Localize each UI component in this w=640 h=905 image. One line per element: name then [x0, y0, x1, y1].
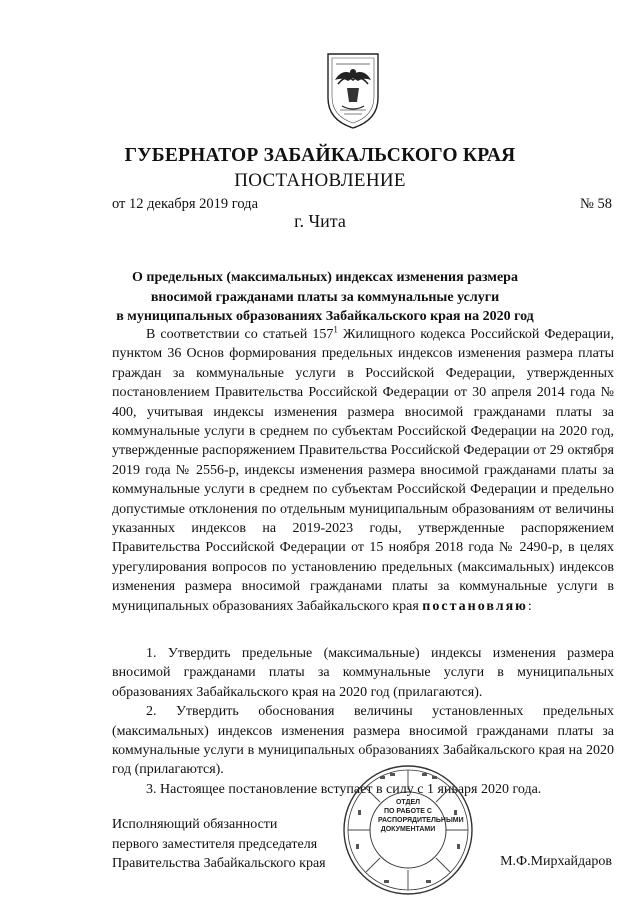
resolve-word: постановляю	[422, 598, 528, 614]
resolution-item-1: 1. Утвердить предельные (максимальные) индексы изменения размера вносимой гражданами платы за коммунальные услуги в муниципальных образованиях Забайкальского края на 2020 год (прилагаются).	[112, 646, 614, 700]
signatory-position	[112, 815, 326, 874]
official-stamp-icon	[340, 762, 476, 898]
subject-line-3: в муниципальных образованиях Забайкальского края на 2020 год	[116, 309, 534, 324]
signatory-line-2: первого заместителя председателя	[112, 836, 318, 852]
resolution-item-2: 2. Утвердить обоснования величины установленных предельных (максимальных) индексов изменения размера вносимой гражданами платы за коммунальные услуги в муниципальных образованиях Забайкальского края на 2020 год (прилагаются).	[112, 704, 614, 778]
stamp-line-1: ОТДЕЛ	[395, 799, 421, 806]
document-date: от 12 декабря 2019 года	[112, 196, 258, 212]
document-type: ПОСТАНОВЛЕНИЕ	[234, 170, 406, 191]
resolve-colon: :	[527, 598, 532, 614]
signatory-line-3: Правительства Забайкальского края	[112, 856, 326, 871]
document-city: г. Чита	[294, 211, 346, 231]
governor-title: ГУБЕРНАТОР ЗАБАЙКАЛЬСКОГО КРАЯ	[124, 145, 516, 166]
preamble-text-rest: Жилищного кодекса Российской Федерации, пунктом 36 Основ формирования предельных индексов изменения размера платы граждан за коммунальные услуги в Российской Федерации, утвержденных постановлением Правительства Российской Федерации от 30 апреля 2014 года № 400, учитывая индексы изменения размера вносимой гражданами платы за коммунальные услуги в среднем по субъектам Российской Федерации на 2020 год, утвержденные распоряжением Правительства Российской Федерации от 29 октября 2019 года № 2556-р, индексы изменения размера вносимой гражданами платы за коммунальные услуги в среднем по субъектам Российской Федерации и предельно допустимые отклонения по отдельным муниципальным образованиям от величины указанных индексов на 2019-2023 годы, утвержденные распоряжением Правительства Российской Федерации от 15 ноября 2018 года № 2490-р, в целях урегулирования вопросов по установлению предельных (максимальных) индексов изменения размера вносимой гражданами платы за коммунальные услуги в муниципальных образованиях Забайкальского края	[112, 327, 614, 614]
signatory-name: М.Ф.Мирхайдаров	[500, 854, 612, 869]
stamp-line-4: ДОКУМЕНТАМИ	[380, 826, 436, 833]
stamp-line-3: РАСПОРЯДИТЕЛЬНЫМИ	[378, 817, 464, 824]
document-subject	[105, 268, 545, 327]
subject-line-2: вносимой гражданами платы за коммунальные услуги	[150, 289, 500, 305]
stamp-line-2: ПО РАБОТЕ С	[384, 808, 432, 815]
preamble-text-start: В соответствии со статьей 157	[146, 327, 334, 342]
document-number: № 58	[580, 196, 612, 212]
coat-of-arms-icon	[322, 50, 384, 130]
subject-line-1: О предельных (максимальных) индексах изменения размера	[132, 270, 518, 285]
signatory-line-1: Исполняющий обязанности	[112, 817, 278, 832]
article-superscript: 1	[333, 324, 338, 335]
preamble-paragraph	[112, 325, 614, 616]
resolution-item-3: 3. Настоящее постановление вступает в силу с 1 января 2020 года.	[146, 781, 542, 797]
